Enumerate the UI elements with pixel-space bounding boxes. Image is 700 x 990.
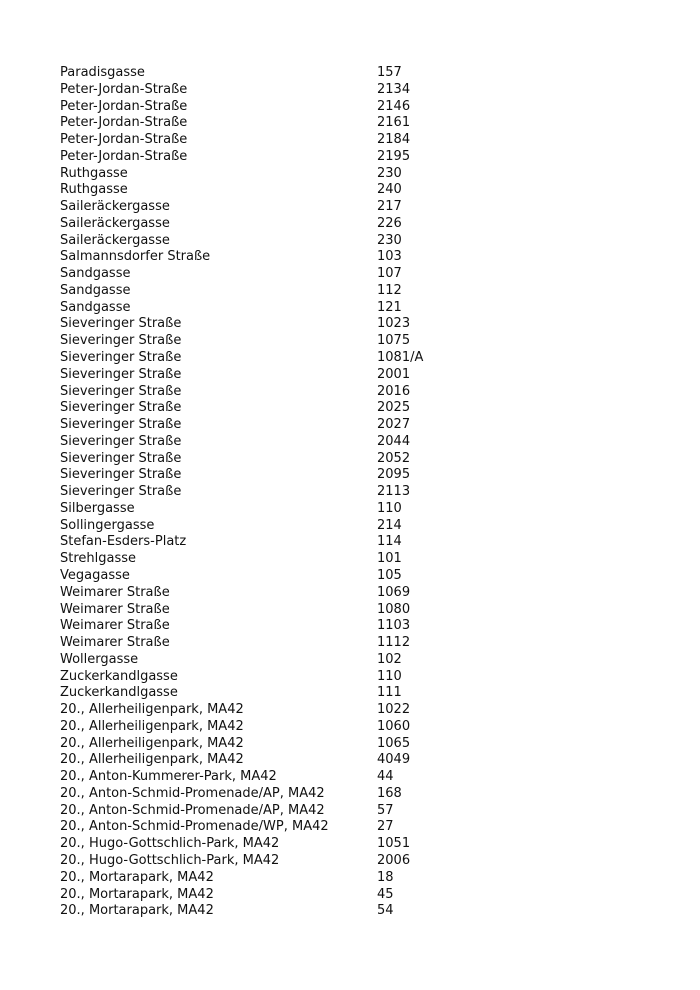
street-name: Sieveringer Straße xyxy=(60,366,182,382)
list-item xyxy=(60,903,640,920)
list-item xyxy=(60,350,640,367)
list-item xyxy=(60,836,640,853)
list-item xyxy=(60,585,640,602)
street-name: Sieveringer Straße xyxy=(60,417,182,433)
house-number: 110 xyxy=(377,668,402,684)
house-number: 2001 xyxy=(377,366,411,382)
house-number: 230 xyxy=(377,165,402,181)
house-number: 1022 xyxy=(377,702,411,718)
street-name: Salmannsdorfer Straße xyxy=(60,249,211,265)
street-name: Saileräckergasse xyxy=(60,232,170,248)
house-number: 18 xyxy=(377,869,394,885)
street-name: 20., Anton-Schmid-Promenade/AP, MA42 xyxy=(60,785,325,801)
house-number: 2095 xyxy=(377,467,411,483)
list-item xyxy=(60,333,640,350)
street-name: Sieveringer Straße xyxy=(60,484,182,500)
house-number: 1103 xyxy=(377,618,411,634)
list-item xyxy=(60,887,640,904)
list-item xyxy=(60,115,640,132)
list-item xyxy=(60,367,640,384)
list-item xyxy=(60,551,640,568)
street-name: Sollingergasse xyxy=(60,517,155,533)
house-number: 2016 xyxy=(377,383,411,399)
house-number: 101 xyxy=(377,551,402,567)
list-item xyxy=(60,283,640,300)
house-number: 4049 xyxy=(377,752,411,768)
list-item xyxy=(60,518,640,535)
house-number: 230 xyxy=(377,232,402,248)
list-item xyxy=(60,132,640,149)
house-number: 2006 xyxy=(377,852,411,868)
house-number: 1065 xyxy=(377,735,411,751)
list-item xyxy=(60,149,640,166)
street-name: Zuckerkandlgasse xyxy=(60,685,178,701)
list-item xyxy=(60,702,640,719)
street-name: Sieveringer Straße xyxy=(60,350,182,366)
list-item xyxy=(60,82,640,99)
street-name: Peter-Jordan-Straße xyxy=(60,148,188,164)
house-number: 157 xyxy=(377,65,402,80)
house-number: 2027 xyxy=(377,417,411,433)
list-item xyxy=(60,199,640,216)
house-number: 2044 xyxy=(377,433,411,449)
house-number: 105 xyxy=(377,567,402,583)
house-number: 111 xyxy=(377,685,402,701)
list-item xyxy=(60,166,640,183)
list-item xyxy=(60,316,640,333)
house-number: 226 xyxy=(377,215,402,231)
street-name: 20., Allerheiligenpark, MA42 xyxy=(60,752,244,768)
list-item xyxy=(60,669,640,686)
house-number: 1051 xyxy=(377,836,411,852)
street-name: Sandgasse xyxy=(60,282,131,298)
street-name: 20., Anton-Schmid-Promenade/WP, MA42 xyxy=(60,819,329,835)
street-name: Strehlgasse xyxy=(60,551,137,567)
street-name: Sandgasse xyxy=(60,299,131,315)
street-name: Silbergasse xyxy=(60,500,135,516)
list-item xyxy=(60,803,640,820)
list-item xyxy=(60,685,640,702)
street-name: 20., Hugo-Gottschlich-Park, MA42 xyxy=(60,836,280,852)
house-number: 2184 xyxy=(377,132,411,148)
house-number: 168 xyxy=(377,785,402,801)
list-item xyxy=(60,182,640,199)
street-name: 20., Mortarapark, MA42 xyxy=(60,903,214,919)
list-item xyxy=(60,65,640,82)
list-item xyxy=(60,501,640,518)
street-name: Sieveringer Straße xyxy=(60,333,182,349)
list-item xyxy=(60,249,640,266)
list-item xyxy=(60,300,640,317)
street-name: Sieveringer Straße xyxy=(60,450,182,466)
street-name: Sieveringer Straße xyxy=(60,433,182,449)
house-number: 217 xyxy=(377,199,402,215)
house-number: 27 xyxy=(377,819,394,835)
street-name: Ruthgasse xyxy=(60,182,128,198)
street-name: 20., Anton-Kummerer-Park, MA42 xyxy=(60,769,277,785)
house-number: 2195 xyxy=(377,148,411,164)
street-name: 20., Allerheiligenpark, MA42 xyxy=(60,702,244,718)
street-name: Weimarer Straße xyxy=(60,584,170,600)
house-number: 114 xyxy=(377,534,402,550)
street-name: Weimarer Straße xyxy=(60,618,170,634)
street-name: Weimarer Straße xyxy=(60,635,170,651)
street-name: Sieveringer Straße xyxy=(60,467,182,483)
street-name: Sieveringer Straße xyxy=(60,316,182,332)
street-name: 20., Mortarapark, MA42 xyxy=(60,886,214,902)
street-name: Saileräckergasse xyxy=(60,215,170,231)
house-number: 45 xyxy=(377,886,394,902)
list-item xyxy=(60,635,640,652)
house-number: 121 xyxy=(377,299,402,315)
list-item xyxy=(60,736,640,753)
street-name: Paradisgasse xyxy=(60,65,145,80)
list-item xyxy=(60,602,640,619)
house-number: 240 xyxy=(377,182,402,198)
street-name: 20., Anton-Schmid-Promenade/AP, MA42 xyxy=(60,802,325,818)
house-number: 1075 xyxy=(377,333,411,349)
list-item xyxy=(60,853,640,870)
list-item xyxy=(60,99,640,116)
list-item xyxy=(60,819,640,836)
house-number: 1080 xyxy=(377,601,411,617)
street-name: Stefan-Esders-Platz xyxy=(60,534,187,550)
street-name: Zuckerkandlgasse xyxy=(60,668,178,684)
house-number: 1069 xyxy=(377,584,411,600)
list-item xyxy=(60,752,640,769)
house-number: 107 xyxy=(377,266,402,282)
list-item xyxy=(60,568,640,585)
street-name: Saileräckergasse xyxy=(60,199,170,215)
house-number: 44 xyxy=(377,769,394,785)
street-name: Ruthgasse xyxy=(60,165,128,181)
house-number: 1060 xyxy=(377,718,411,734)
street-name: Peter-Jordan-Straße xyxy=(60,132,188,148)
street-name: Peter-Jordan-Straße xyxy=(60,81,188,97)
street-name: Peter-Jordan-Straße xyxy=(60,115,188,131)
street-name: Wollergasse xyxy=(60,651,139,667)
house-number: 2146 xyxy=(377,98,411,114)
street-name: 20., Allerheiligenpark, MA42 xyxy=(60,718,244,734)
street-name: Sandgasse xyxy=(60,266,131,282)
street-name: 20., Hugo-Gottschlich-Park, MA42 xyxy=(60,852,280,868)
street-name: Weimarer Straße xyxy=(60,601,170,617)
house-number: 2134 xyxy=(377,81,411,97)
list-item xyxy=(60,870,640,887)
list-item xyxy=(60,786,640,803)
house-number: 2113 xyxy=(377,484,411,500)
house-number: 102 xyxy=(377,651,402,667)
list-item xyxy=(60,467,640,484)
list-item xyxy=(60,400,640,417)
house-number: 2161 xyxy=(377,115,411,131)
list-item xyxy=(60,769,640,786)
house-number: 112 xyxy=(377,282,402,298)
street-name: Sieveringer Straße xyxy=(60,383,182,399)
list-item xyxy=(60,216,640,233)
list-item xyxy=(60,652,640,669)
house-number: 1112 xyxy=(377,635,411,651)
house-number: 103 xyxy=(377,249,402,265)
list-item xyxy=(60,417,640,434)
street-name: Peter-Jordan-Straße xyxy=(60,98,188,114)
list-item xyxy=(60,618,640,635)
list-item xyxy=(60,384,640,401)
house-number: 214 xyxy=(377,517,402,533)
list-item xyxy=(60,484,640,501)
list-item xyxy=(60,233,640,250)
street-name: Vegagasse xyxy=(60,567,130,583)
house-number: 2025 xyxy=(377,400,411,416)
street-name: 20., Mortarapark, MA42 xyxy=(60,869,214,885)
list-item xyxy=(60,451,640,468)
address-list xyxy=(60,65,640,920)
house-number: 57 xyxy=(377,802,394,818)
house-number: 1023 xyxy=(377,316,411,332)
house-number: 54 xyxy=(377,903,394,919)
list-item xyxy=(60,266,640,283)
street-name: 20., Allerheiligenpark, MA42 xyxy=(60,735,244,751)
house-number: 1081/A xyxy=(377,350,424,366)
list-item xyxy=(60,434,640,451)
house-number: 110 xyxy=(377,500,402,516)
list-item xyxy=(60,534,640,551)
list-item xyxy=(60,719,640,736)
street-name: Sieveringer Straße xyxy=(60,400,182,416)
house-number: 2052 xyxy=(377,450,411,466)
